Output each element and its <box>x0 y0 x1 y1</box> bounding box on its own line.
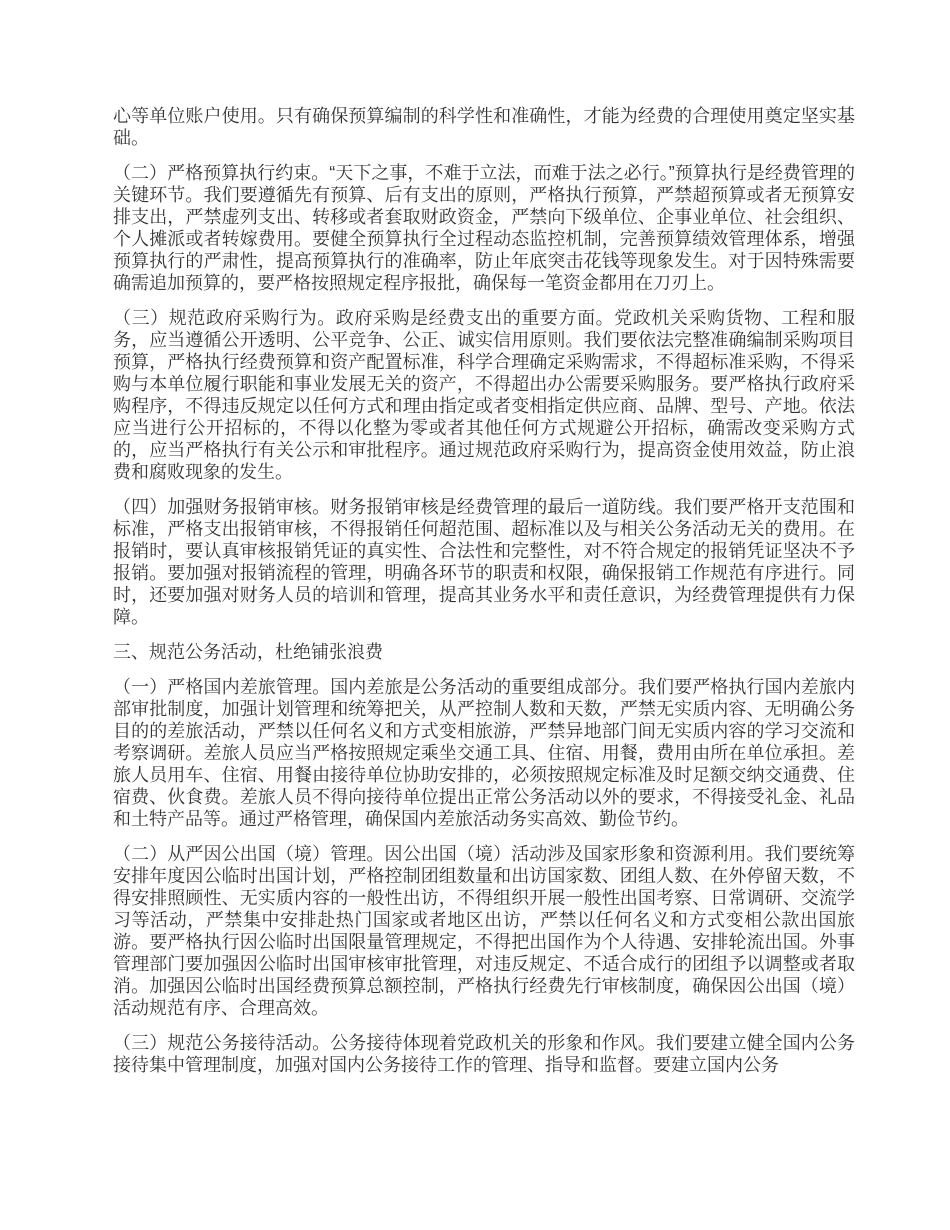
paragraph: 心等单位账户使用。只有确保预算编制的科学性和准确性，才能为经费的合理使用奠定坚实基础。 <box>113 106 855 148</box>
paragraph: （二）严格预算执行约束。“天下之事，不难于立法，而难于法之必行。”预算执行是经费管理的关键环节。我们要遵循先有预算、后有支出的原则，严格执行预算，严禁超预算或者无预算安排支出，严禁虚列支出、转移或者套取财政资金，严禁向下级单位、企事业单位、社会组织、个人摊派或者转嫁费用。要健全预算执行全过程动态监控机制，完善预算绩效管理体系，增强预算执行的严肃性，提高预算执行的准确率，防止年底突击花钱等现象发生。对于因特殊需要确需追加预算的，要严格按照规定程序报批，确保每一笔资金都用在刀刃上。 <box>113 163 855 293</box>
paragraph: （一）严格国内差旅管理。国内差旅是公务活动的重要组成部分。我们要严格执行国内差旅内部审批制度，加强计划管理和统筹把关，从严控制人数和天数，严禁无实质内容、无明确公务目的的差旅活动，严禁以任何名义和方式变相旅游，严禁异地部门间无实质内容的学习交流和考察调研。差旅人员应当严格按照规定乘坐交通工具、住宿、用餐，费用由所在单位承担。差旅人员用车、住宿、用餐由接待单位协助安排的，必须按照规定标准及时足额交纳交通费、住宿费、伙食费。差旅人员不得向接待单位提出正常公务活动以外的要求，不得接受礼金、礼品和土特产品等。通过严格管理，确保国内差旅活动务实高效、勤俭节约。 <box>113 677 855 829</box>
section-heading: 三、规范公务活动，杜绝铺张浪费 <box>113 642 383 662</box>
paragraph: （二）从严因公出国（境）管理。因公出国（境）活动涉及国家形象和资源利用。我们要统筹安排年度因公临时出国计划，严格控制团组数量和出访国家数、团组人数、在外停留天数，不得安排照顾性、无实质内容的一般性出访，不得组织开展一般性出国考察、日常调研、交流学习等活动，严禁集中安排赴热门国家或者地区出访，严禁以任何名义和方式变相公款出国旅游。要严格执行因公临时出国限量管理规定，不得把出国作为个人待遇、安排轮流出国。外事管理部门要加强因公临时出国审核审批管理，对违反规定、不适合成行的团组予以调整或者取消。加强因公临时出国经费预算总额控制，严格执行经费先行审核制度，确保因公出国（境）活动规范有序、合理高效。 <box>113 844 855 1018</box>
paragraph: （三）规范政府采购行为。政府采购是经费支出的重要方面。党政机关采购货物、工程和服务，应当遵循公开透明、公平竞争、公正、诚实信用原则。我们要依法完整准确编制采购项目预算，严格执行经费预算和资产配置标准，科学合理确定采购需求，不得超标准采购，不得采购与本单位履行职能和事业发展无关的资产，不得超出办公需要采购服务。要严格执行政府采购程序，不得违反规定以任何方式和理由指定或者变相指定供应商、品牌、型号、产地。依法应当进行公开招标的，不得以化整为零或者其他任何方式规避公开招标，确需改变采购方式的，应当严格执行有关公示和审批程序。通过规范政府采购行为，提高资金使用效益，防止浪费和腐败现象的发生。 <box>113 308 855 482</box>
paragraph: （四）加强财务报销审核。财务报销审核是经费管理的最后一道防线。我们要严格开支范围和标准，严格支出报销审核，不得报销任何超范围、超标准以及与相关公务活动无关的费用。在报销时，要认真审核报销凭证的真实性、合法性和完整性，对不符合规定的报销凭证坚决不予报销。要加强对报销流程的管理，明确各环节的职责和权限，确保报销工作规范有序进行。同时，还要加强对财务人员的培训和管理，提高其业务水平和责任意识，为经费管理提供有力保障。 <box>113 497 855 627</box>
document-body <box>113 105 855 1076</box>
paragraph: （三）规范公务接待活动。公务接待体现着党政机关的形象和作风。我们要建立健全国内公务接待集中管理制度，加强对国内公务接待工作的管理、指导和监督。要建立国内公务 <box>113 1033 855 1075</box>
